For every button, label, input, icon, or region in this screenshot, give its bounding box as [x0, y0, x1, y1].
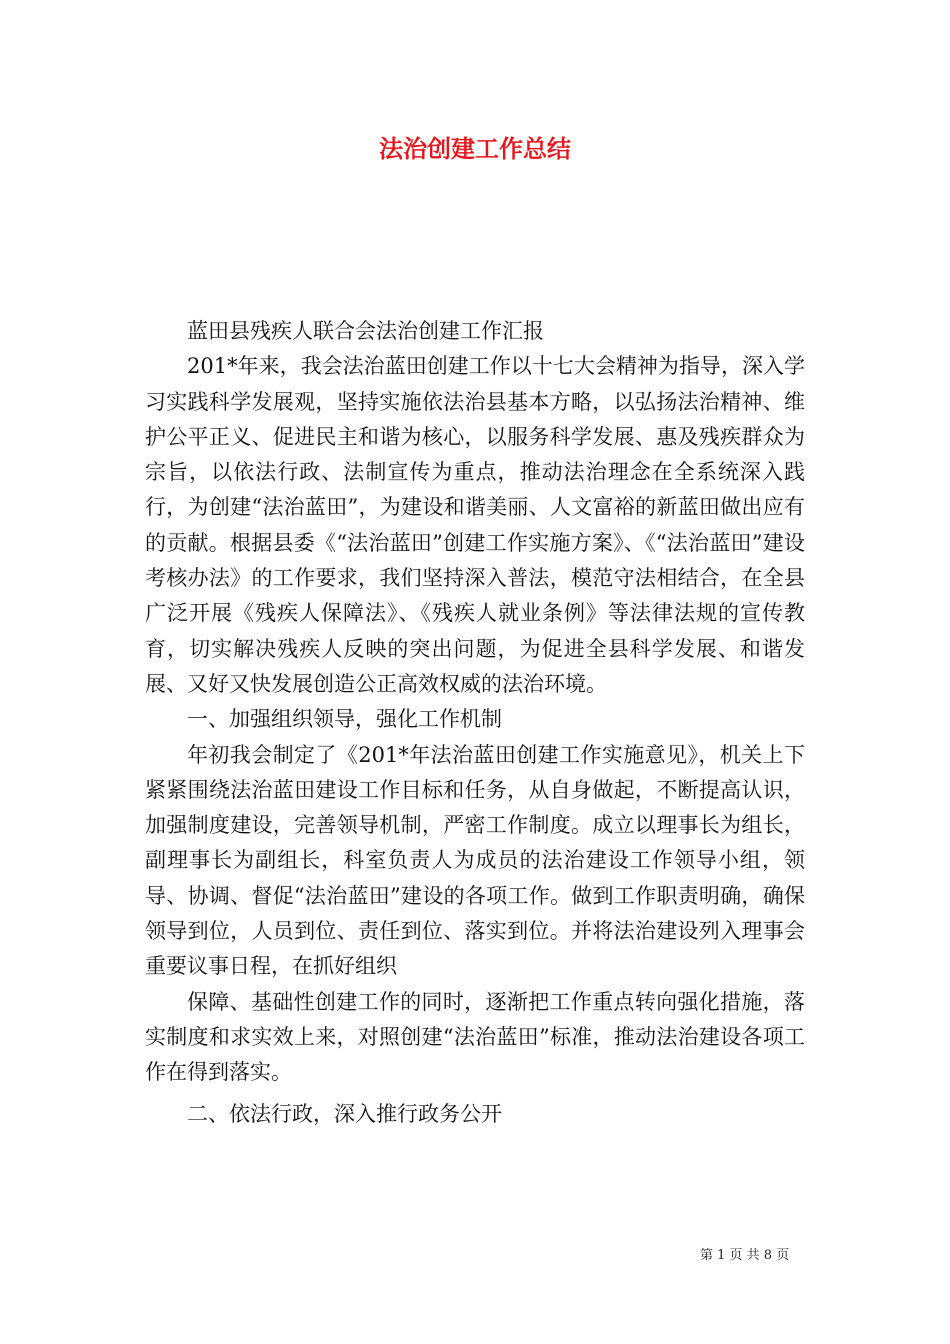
document-title: 法治创建工作总结	[379, 134, 571, 163]
page-number: 第 1 页 共 8 页	[700, 1248, 790, 1263]
paragraph-intro: 201*年来，我会法治蓝田创建工作以十七大会精神为指导，深入学习实践科学发展观，坚持实施依法治县基本方略，以弘扬法治精神、维护公平正义、促进民主和谐为核心，以服务科学发展、惠及残疾群众为宗旨，以依法行政、法制宣传为重点，推动法治理念在全系统深入践行，为创建“法治蓝田”，为建设和谐美丽、人文富裕的新蓝田做出应有的贡献。根据县委《“法治蓝田”创建工作实施方案》、《“法治蓝田”建设考核办法》的工作要求，我们坚持深入普法，模范守法相结合，在全县广泛开展《残疾人保障法》、《残疾人就业条例》等法律法规的宣传教育，切实解决残疾人反映的突出问题，为促进全县科学发展、和谐发展、又好又快发展创造公正高效权威的法治环境。	[145, 354, 805, 696]
paragraph-section-1: 年初我会制定了《201*年法治蓝田创建工作实施意见》，机关上下紧紧围绕法治蓝田建设工作目标和任务，从自身做起，不断提高认识，加强制度建设，完善领导机制，严密工作制度。成立以理事长为组长，副理事长为副组长，科室负责人为成员的法治建设工作领导小组，领导、协调、督促“法治蓝田”建设的各项工作。做到工作职责明确，确保领导到位，人员到位、责任到位、落实到位。并将法治建设列入理事会重要议事日程，在抓好组织	[145, 742, 805, 979]
paragraph-heading: 蓝田县残疾人联合会法治创建工作汇报	[187, 319, 544, 343]
section-heading-2: 二、依法行政，深入推行政务公开	[187, 1101, 502, 1126]
section-heading-1: 一、加强组织领导，强化工作机制	[187, 707, 502, 732]
document-body	[145, 314, 805, 1132]
paragraph-section-1-cont: 保障、基础性创建工作的同时，逐渐把工作重点转向强化措施，落实制度和求实效上来，对照创建“法治蓝田”标准，推动法治建设各项工作在得到落实。	[145, 989, 805, 1085]
